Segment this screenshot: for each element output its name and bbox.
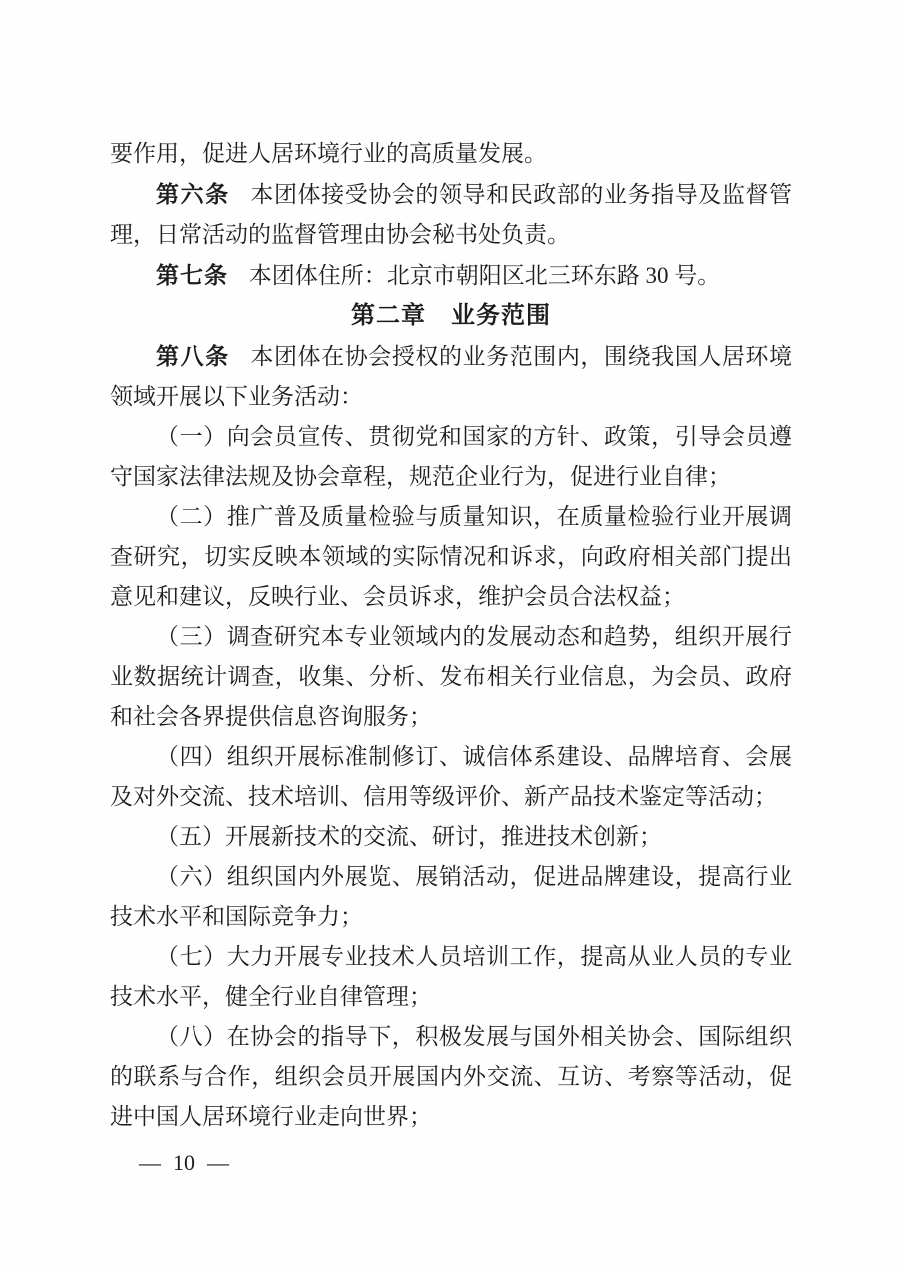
- article-7-paragraph: [110, 255, 792, 296]
- article-6-text: 本团体接受协会的领导和民政部的业务指导及监督管理，日常活动的监督管理由协会秘书处负责。: [110, 182, 793, 247]
- article-7-text: 本团体住所：北京市朝阳区北三环东路 30 号。: [248, 263, 721, 288]
- clause-item-7: （七）大力开展专业技术人员培训工作，提高从业人员的专业技术水平，健全行业自律管理；: [110, 944, 792, 1009]
- clause-item-6: （六）组织国内外展览、展销活动，促进品牌建设，提高行业技术水平和国际竞争力；: [110, 864, 792, 929]
- clause-item-4: （四）组织开展标准制修订、诚信体系建设、品牌培育、会展及对外交流、技术培训、信用等级评价、新产品技术鉴定等活动；: [110, 744, 792, 809]
- article-7-label: 第七条: [156, 262, 228, 288]
- article-8-text: 本团体在协会授权的业务范围内，围绕我国人居环境领域开展以下业务活动：: [110, 344, 793, 409]
- clause-item-8: （八）在协会的指导下，积极发展与国外相关协会、国际组织的联系与合作，组织会员开展国内外交流、互访、考察等活动，促进中国人居环境行业走向世界；: [110, 1024, 792, 1129]
- clause-item-3: （三）调查研究本专业领域内的发展动态和趋势，组织开展行业数据统计调查，收集、分析、发布相关行业信息，为会员、政府和社会各界提供信息咨询服务；: [110, 624, 792, 729]
- chapter-heading: 第二章 业务范围: [351, 302, 551, 329]
- article-6-label: 第六条: [156, 181, 230, 207]
- footer-dash-left: —: [139, 1150, 161, 1175]
- article-6-paragraph: [110, 174, 792, 255]
- article-8-label: 第八条: [156, 343, 230, 369]
- footer-dash-right: —: [207, 1150, 229, 1175]
- clause-item-2: （二）推广普及质量检验与质量知识，在质量检验行业开展调查研究，切实反映本领域的实际情况和诉求，向政府相关部门提出意见和建议，反映行业、会员诉求，维护会员合法权益；: [110, 504, 792, 609]
- article-8-paragraph: [110, 336, 792, 417]
- clause-item-1: （一）向会员宣传、贯彻党和国家的方针、政策，引导会员遵守国家法律法规及协会章程，规范企业行为，促进行业自律；: [110, 424, 792, 489]
- page-number: 10: [173, 1150, 195, 1175]
- document-body: [110, 134, 792, 1137]
- paragraph-continuation: 要作用，促进人居环境行业的高质量发展。: [110, 141, 547, 166]
- clause-item-5: （五）开展新技术的交流、研讨，推进技术创新；: [156, 824, 662, 849]
- page-number-footer: [139, 1148, 229, 1178]
